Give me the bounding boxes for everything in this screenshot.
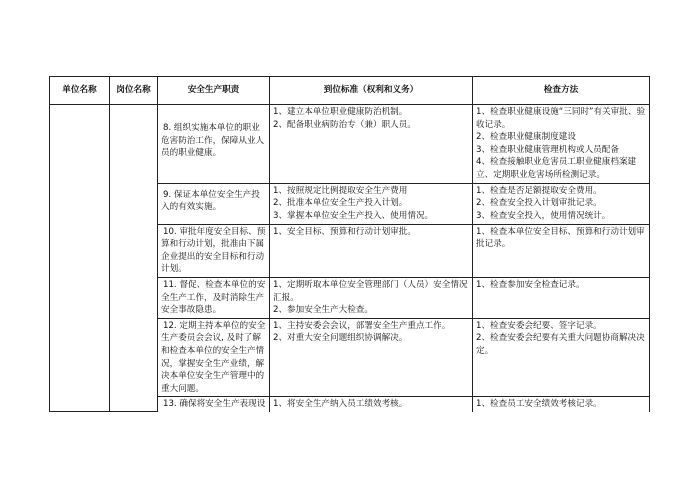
check-item: 3、检查职业健康管理机构或人员配备 [476,144,619,155]
check-cell [473,318,650,397]
check-cell [473,105,650,184]
duty-text: 11. 督促、检查本单位的安全生产工作，及时消除生产安全事故隐患。 [161,279,266,316]
standard-cell [270,105,473,184]
table-row [50,105,650,184]
check-cell [473,183,650,224]
check-cell [473,277,650,318]
header-check-method: 检查方法 [473,77,650,105]
standard-item: 1、建立本单位职业健康防治机制。 [273,107,408,117]
check-cell [473,224,650,277]
duty-cell [158,105,270,184]
check-item: 2、检查安全投入计划审批记录。 [476,198,602,209]
duty-text: 9. 保证本单位安全生产投入的有效实施。 [161,189,260,213]
duty-cell [158,397,270,412]
standard-item: 1、定期听取本单位安全管理部门（人员）安全情况汇报。 [273,279,468,303]
standard-item: 1、将安全生产纳入员工绩效考核。 [273,399,408,410]
standard-cell [270,183,473,224]
standard-cell [270,318,473,397]
safety-duty-table [49,76,650,412]
standard-item: 1、主持安委会会议，部署安全生产重点工作。 [273,320,451,331]
check-item: 2、检查职业健康制度建设 [476,132,576,143]
duty-text: 8. 组织实施本单位的职业危害防治工作，保障从业人员的职业健康。 [161,123,265,159]
check-item: 4、检查接触职业危害员工职业健康档案建立、定期职业危害场所检测记录。 [476,157,637,180]
check-item: 1、检查员工安全绩效考核记录。 [476,399,602,410]
duty-cell [158,318,270,397]
check-item: 1、检查安委会纪要、签字记录。 [476,320,602,331]
check-item: 1、检查职业健康设施“三同时”有关审批、验收记录。 [476,107,646,130]
duty-cell [158,183,270,224]
check-item: 1、检查是否足额提取安全费用。 [476,185,602,196]
table-header-row [50,77,650,105]
unit-name-cell [50,105,110,412]
check-item: 1、检查参加安全检查记录。 [476,279,585,290]
standard-item: 2、配备职业病防治专（兼）职人员。 [273,119,416,130]
duty-text: 13. 确保将安全生产表现设 [163,399,266,410]
header-standard: 到位标准（权利和义务） [270,77,473,105]
post-name-cell [110,105,158,412]
header-safety-duty: 安全生产职责 [158,77,270,105]
header-post-name: 岗位名称 [110,77,158,105]
standard-cell [270,224,473,277]
check-item: 1、检查本单位安全目标、预算和行动计划审批记录。 [476,226,645,250]
check-cell [473,397,650,412]
standard-item: 2、批准本单位安全生产投入计划。 [273,198,408,209]
standard-item: 1、安全目标、预算和行动计划审批。 [273,226,416,237]
header-unit-name: 单位名称 [50,77,110,105]
duty-cell [158,277,270,318]
standard-item: 1、按照规定比例提取安全生产费用 [273,185,408,196]
duty-cell [158,224,270,277]
standard-item: 2、参加安全生产大检查。 [273,305,373,316]
standard-item: 2、对重大安全问题组织协调解决。 [273,333,408,344]
check-item: 3、检查安全投入，使用情况统计。 [476,210,611,221]
check-item: 2、检查安委会纪要有关重大问题协商解决决定。 [476,333,645,356]
standard-item: 3、掌握本单位安全生产投入、使用情况。 [273,210,434,221]
duty-text: 12. 定期主持本单位的安全生产委员会会议, 及时了解和检查本单位的安全生产情况，掌握安全生产业绩，解决本单位安全生产管理中的重大问题。 [161,320,266,394]
duty-text: 10. 审批年度安全目标、预算和行动计划，批准由下属企业提出的安全目标和行动计划。 [161,226,266,275]
standard-cell [270,277,473,318]
standard-cell [270,397,473,412]
